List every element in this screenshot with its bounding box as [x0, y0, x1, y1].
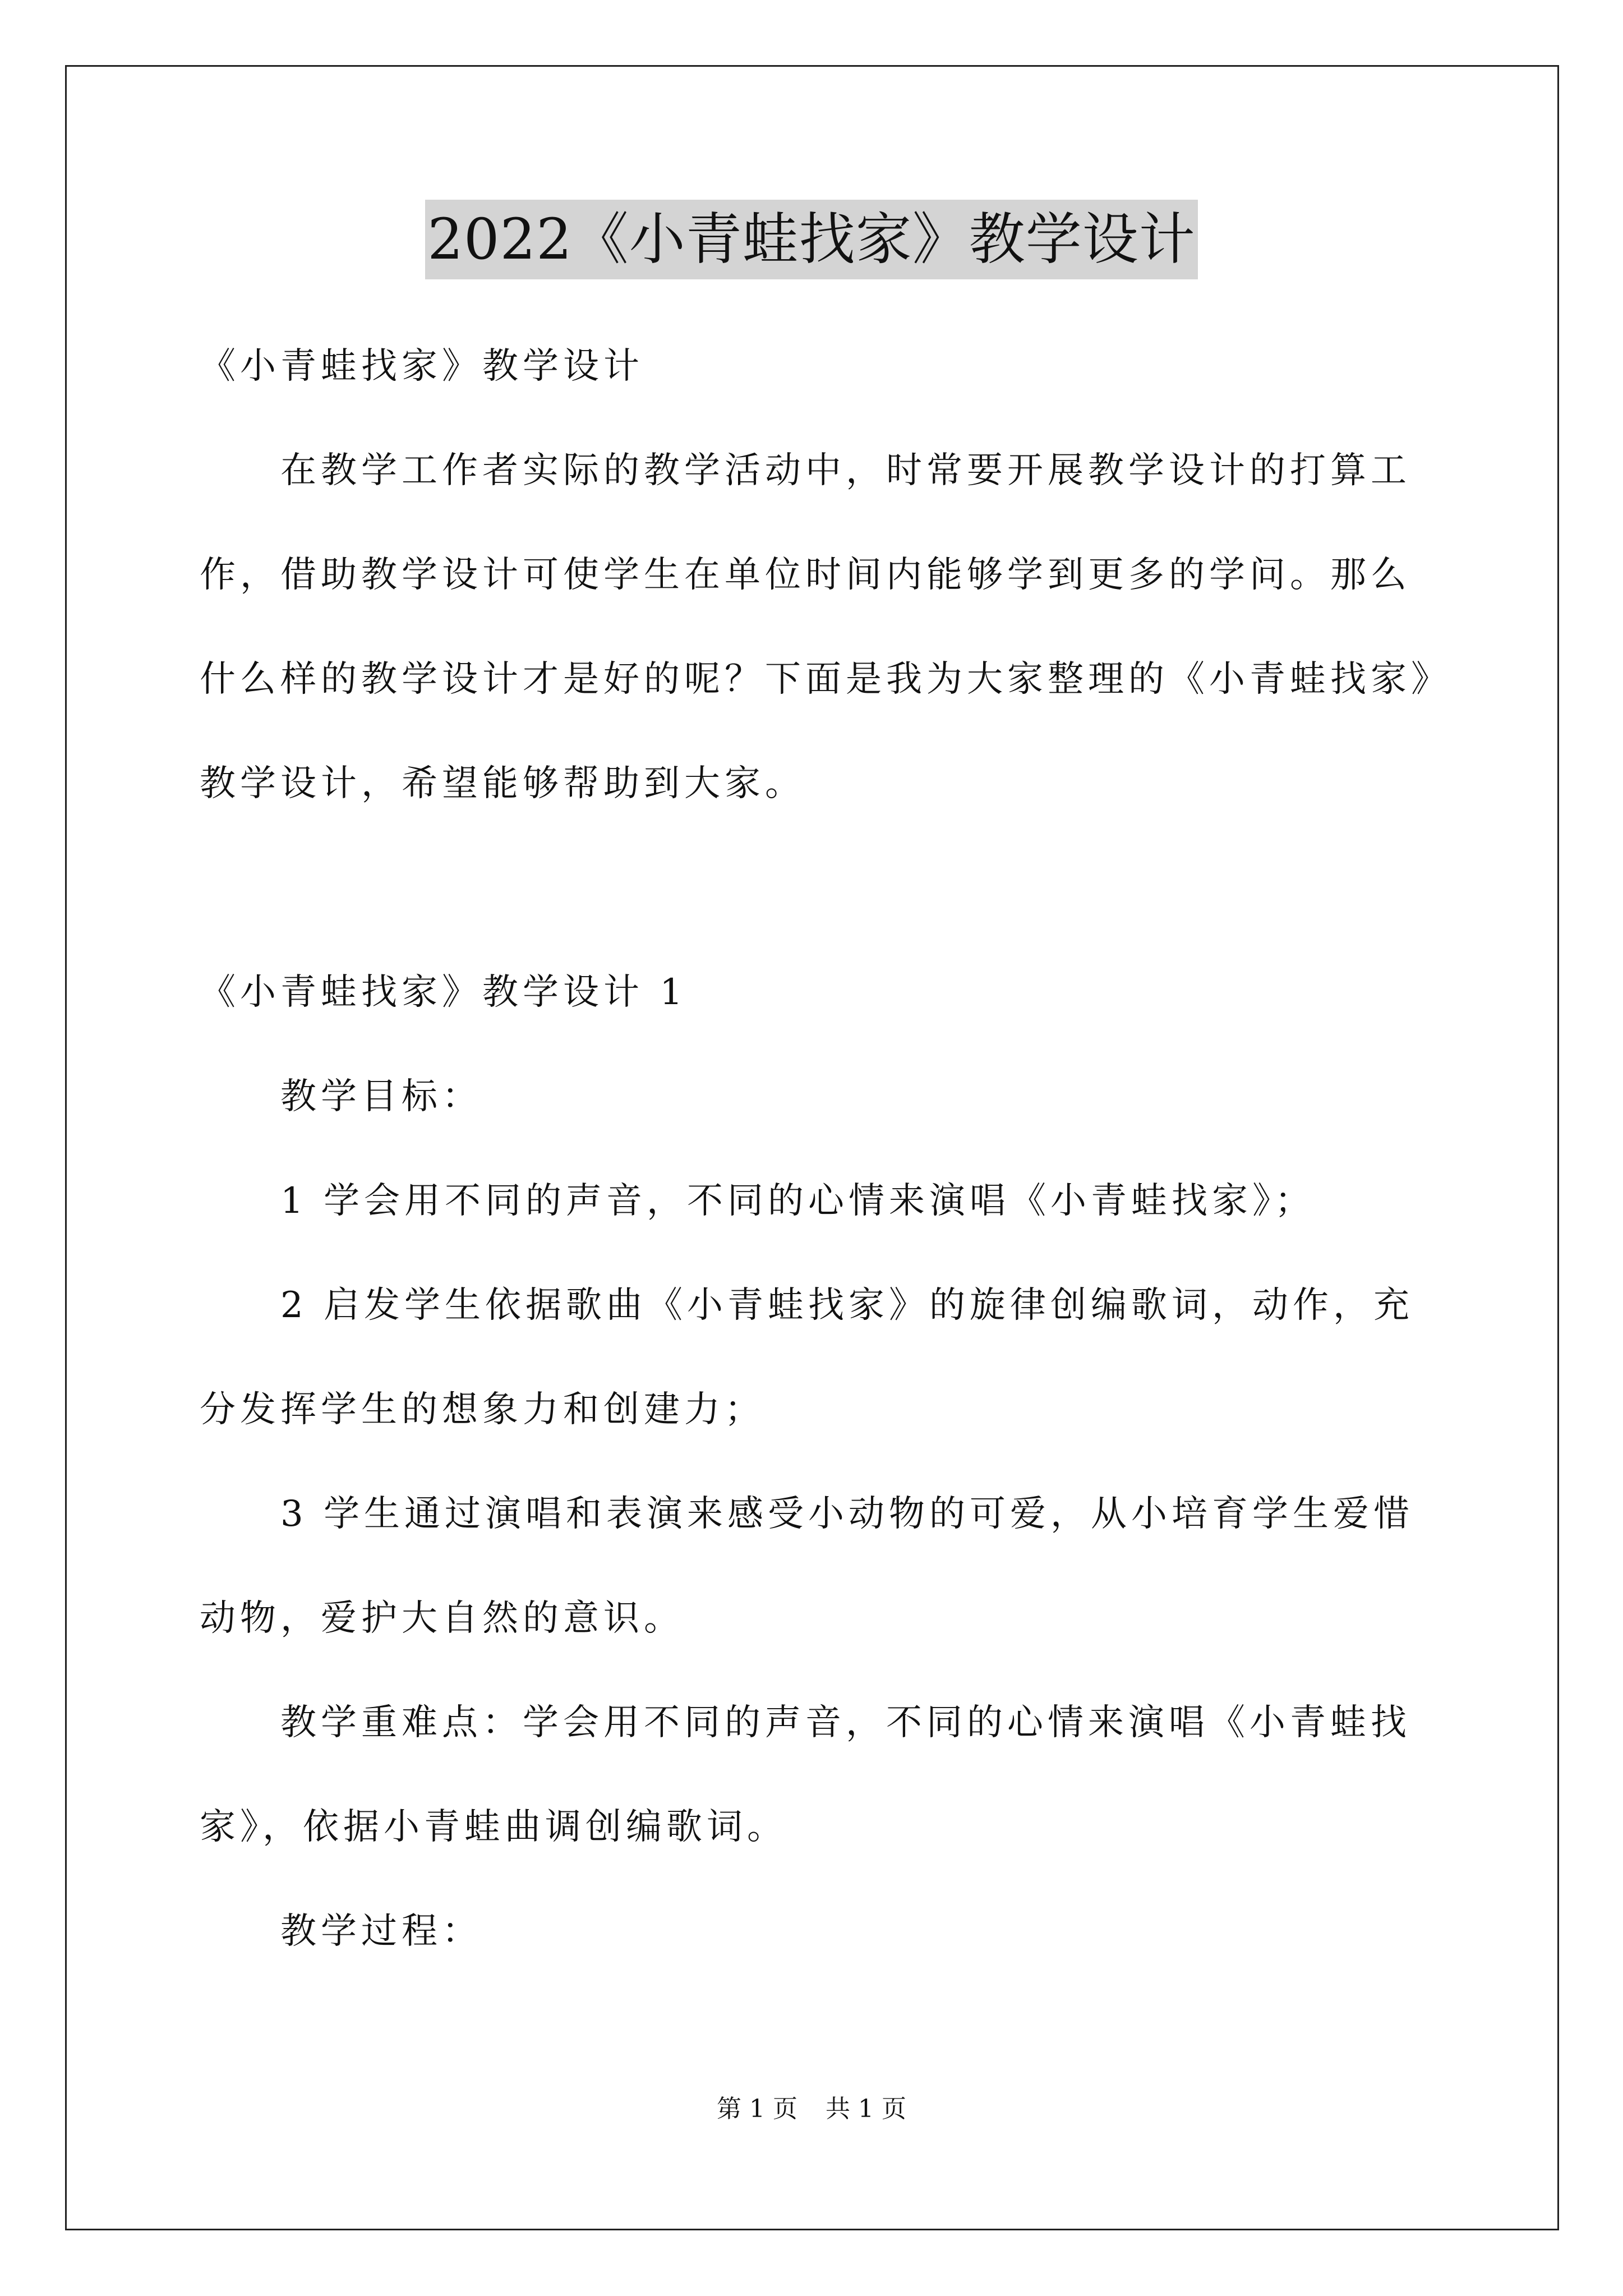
paragraph-line: 家》，依据小青蛙曲调创编歌词。: [200, 1806, 787, 1848]
paragraph-line: 在教学工作者实际的教学活动中，时常要开展教学设计的打算工: [280, 450, 1411, 491]
paragraph-line: 1 学会用不同的声音，不同的心情来演唱《小青蛙找家》；: [280, 1180, 1316, 1222]
paragraph-line: 分发挥学生的想象力和创建力；: [200, 1389, 765, 1430]
page-footer: [0, 2092, 1623, 2126]
paragraph-line: 作，借助教学设计可使学生在单位时间内能够学到更多的学问。那么: [200, 554, 1411, 596]
document-body: [200, 314, 1451, 1984]
paragraph-line: 动物，爱护大自然的意识。: [200, 1598, 684, 1639]
paragraph-line: 2 启发学生依据歌曲《小青蛙找家》的旋律创编歌词，动作，充: [280, 1285, 1414, 1326]
paragraph-line: 什么样的教学设计才是好的呢？下面是我为大家整理的《小青蛙找家》: [200, 659, 1451, 700]
paragraph-line: 教学重难点：学会用不同的声音，不同的心情来演唱《小青蛙找: [280, 1702, 1411, 1743]
paragraph-line: 教学过程：: [280, 1911, 482, 1952]
page-number-current: 第 1 页: [717, 2095, 797, 2123]
page-number-total: 共 1 页: [826, 2095, 906, 2123]
blank-line: [200, 836, 1428, 940]
paragraph-line: 教学设计，希望能够帮助到大家。: [200, 763, 805, 804]
section-heading: 《小青蛙找家》教学设计 1: [200, 972, 688, 1013]
subtitle-line: 《小青蛙找家》教学设计: [200, 346, 644, 387]
paragraph-line: 3 学生通过演唱和表演来感受小动物的可爱，从小培育学生爱惜: [280, 1493, 1414, 1535]
title-container: [0, 200, 1623, 279]
paragraph-line: 教学目标：: [280, 1076, 482, 1117]
document-title: 2022《小青蛙找家》教学设计: [425, 200, 1198, 279]
